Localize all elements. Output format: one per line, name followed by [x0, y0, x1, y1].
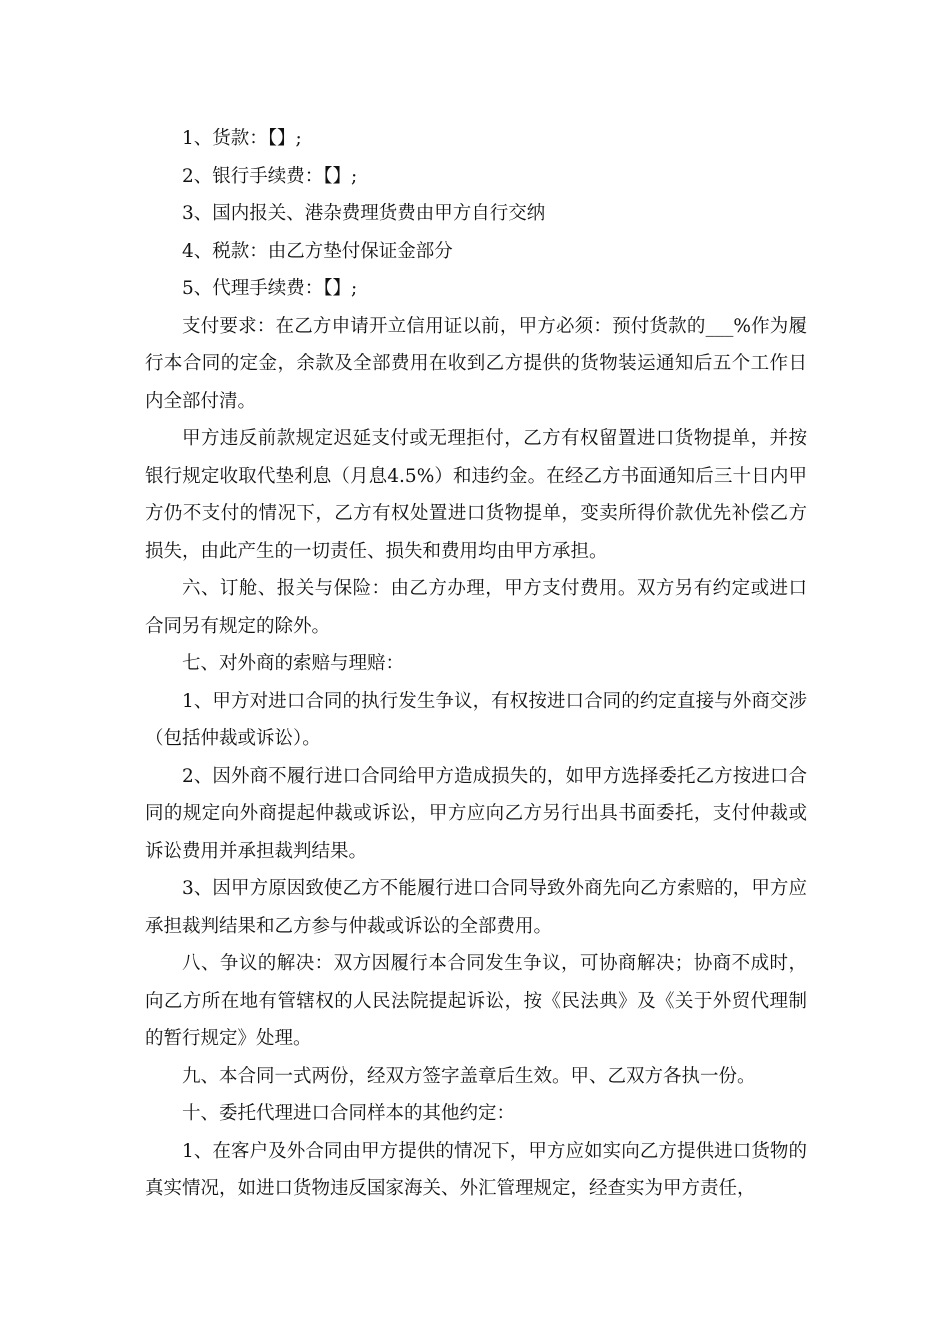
claims-item-2: 2、因外商不履行进口合同给甲方造成损失的，如甲方选择委托乙方按进口合同的规定向外商提起仲裁或诉讼，甲方应向乙方另行出具书面委托，支付仲裁或诉讼费用并承担裁判结果。	[145, 765, 807, 862]
claims-item-3: 3、因甲方原因致使乙方不能履行进口合同导致外商先向乙方索赔的，甲方应承担裁判结果和乙方参与仲裁或诉讼的全部费用。	[145, 878, 807, 937]
section-seven-heading: 七、对外商的索赔与理赔：	[182, 653, 405, 674]
fee-item-goods: 1、货款：【】;	[182, 128, 302, 149]
section-ten-heading: 十、委托代理进口合同样本的其他约定：	[182, 1103, 516, 1124]
late-payment-paragraph: 甲方违反前款规定迟延支付或无理拒付，乙方有权留置进口货物提单，并按银行规定收取代垫利息（月息4.5%）和违约金。在经乙方书面通知后三十日内甲方仍不支付的情况下，乙方有权处置进口货物提单，变卖所得价款优先补偿乙方损失，由此产生的一切责任、损失和费用均由甲方承担。	[145, 428, 807, 562]
fee-item-bank-charges: 2、银行手续费：【】;	[182, 165, 358, 187]
fee-item-taxes: 4、税款：由乙方垫付保证金部分	[182, 240, 453, 262]
claims-item-1: 1、甲方对进口合同的执行发生争议，有权按进口合同的约定直接与外商交涉（包括仲裁或诉讼）。	[145, 690, 807, 749]
fee-item-customs: 3、国内报关、港杂费理货费由甲方自行交纳	[182, 203, 546, 224]
document-body	[145, 120, 807, 1208]
payment-requirements-paragraph: 支付要求：在乙方申请开立信用证以前，甲方必须：预付货款的___%作为履行本合同的定金，余款及全部费用在收到乙方提供的货物装运通知后五个工作日内全部付清。	[145, 315, 807, 412]
fee-item-agency-fee: 5、代理手续费：【】;	[182, 278, 358, 299]
section-six-paragraph: 六、订舱、报关与保险：由乙方办理，甲方支付费用。双方另有约定或进口合同另有规定的除外。	[145, 578, 807, 637]
section-eight-paragraph: 八、争议的解决：双方因履行本合同发生争议，可协商解决；协商不成时，向乙方所在地有管辖权的人民法院提起诉讼，按《民法典》及《关于外贸代理制的暂行规定》处理。	[145, 953, 807, 1049]
other-terms-item-1: 1、在客户及外合同由甲方提供的情况下，甲方应如实向乙方提供进口货物的真实情况，如进口货物违反国家海关、外汇管理规定，经查实为甲方责任，	[145, 1140, 807, 1199]
section-nine-paragraph: 九、本合同一式两份，经双方签字盖章后生效。甲、乙双方各执一份。	[182, 1065, 756, 1087]
